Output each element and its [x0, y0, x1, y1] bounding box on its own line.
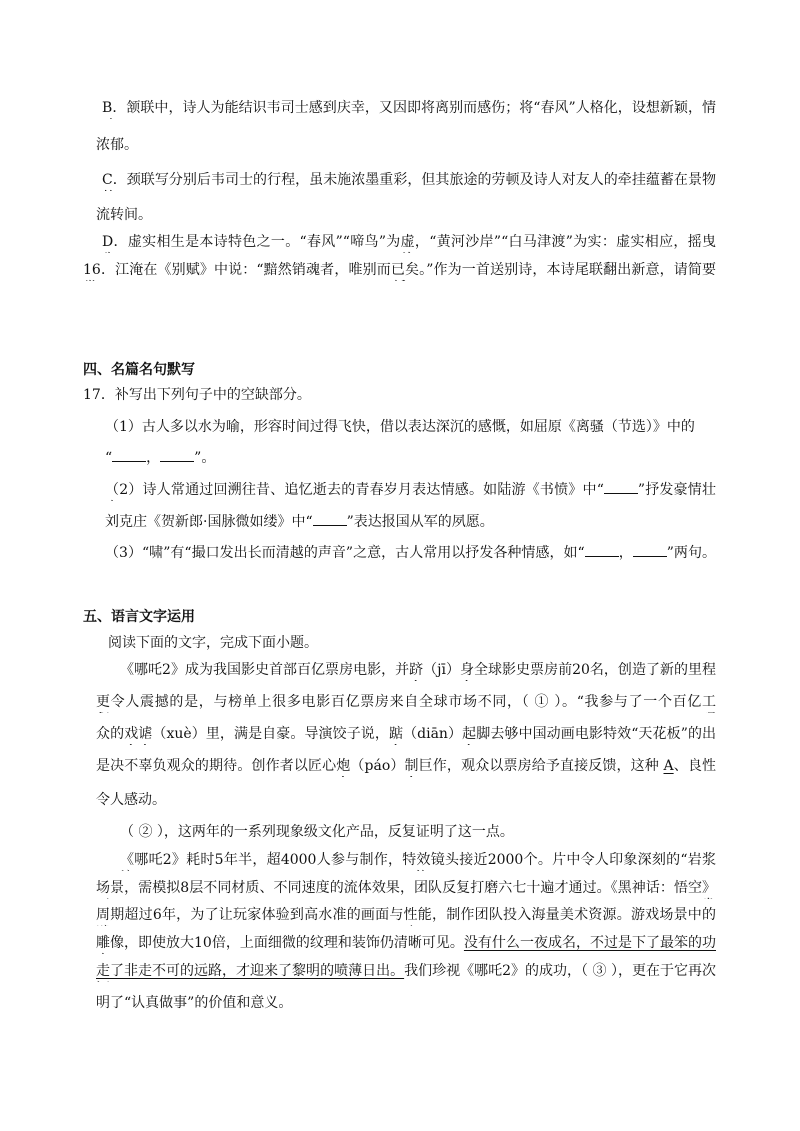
text-segment: 众的	[96, 726, 125, 742]
text-line	[105, 418, 695, 436]
text-segment: 我们珍视《哪吒2》的成功，（ ③ ），更在于它再次	[404, 963, 716, 979]
text-segment: “	[105, 450, 113, 466]
text-line	[96, 906, 716, 926]
text-line	[120, 851, 716, 871]
emphasized-char: 踮	[388, 726, 404, 742]
text-segment: 阅读下面的文字，完成下面小题。	[108, 635, 318, 651]
text-line	[96, 934, 716, 954]
text-line	[105, 481, 716, 501]
text-line	[102, 233, 716, 253]
text-segment: 令人感动。	[96, 792, 166, 808]
text-segment: 浓郁。	[96, 137, 138, 153]
text-segment: 17．补写出下列句子中的空缺部分。	[83, 387, 311, 403]
text-line	[105, 513, 494, 531]
text-line	[105, 449, 215, 467]
text-segment: （páo）	[350, 758, 405, 774]
text-line	[96, 879, 716, 899]
text-line	[96, 962, 716, 982]
text-segment: 巨作，观众以票房给予直接反馈，这种	[418, 758, 664, 774]
text-segment: ”两句。	[666, 545, 716, 561]
text-line	[96, 994, 292, 1012]
text-line	[105, 544, 716, 564]
text-line	[83, 386, 311, 404]
text-line	[83, 261, 716, 281]
emphasized-char: 起	[462, 726, 477, 742]
emphasized-char: 炮	[336, 758, 351, 774]
text-segment: 《哪吒2》耗时5年半，超4000人参与制作，特效镜头接近2000个。片中令人印象深刻的“岩浆	[120, 852, 716, 868]
text-segment: （xuè）里，满是自豪。导演饺子说，	[152, 726, 389, 742]
text-segment: 16．江淹在《别赋》中说：“黯然销魂者，唯别而已矣。”作为一首送别诗，本诗尾联翻出新意，请简要	[83, 262, 716, 278]
answer-blank[interactable]	[585, 544, 619, 557]
text-segment: ”。	[194, 450, 216, 466]
text-segment: （ ② ），这两年的一系列现象级文化产品，反复证明了这一点。	[120, 824, 514, 840]
emphasized-char: 制	[404, 758, 419, 774]
underlined-text: 走了非走不可的远路，才迎来了黎明的喷薄日出。	[96, 963, 405, 979]
text-line	[102, 171, 716, 191]
text-segment: ”抒发豪情壮	[637, 482, 716, 498]
answer-blank[interactable]	[112, 449, 146, 462]
text-segment: 雕像，即使放大10倍，上面细微的纹理和装饰仍清晰可见。	[96, 935, 464, 951]
text-segment: （3）“啸”有“撮口发出长而清越的声音”之意，古人常用以抒发各种情感，如“	[105, 545, 585, 561]
section-heading	[83, 608, 195, 626]
text-line	[96, 757, 716, 777]
text-line	[120, 661, 716, 681]
text-line	[96, 136, 138, 154]
text-segment: 脚去够中国动画电影特效“天花板”的出	[476, 726, 716, 742]
text-segment: ，	[146, 450, 161, 466]
text-line	[108, 634, 318, 652]
answer-blank[interactable]	[604, 481, 638, 494]
text-line	[102, 99, 716, 119]
emphasized-char: 跻	[409, 662, 424, 678]
section-heading	[83, 361, 195, 379]
text-line	[96, 791, 166, 809]
emphasized-char: 身	[460, 662, 475, 678]
text-segment: （2）诗人常通过回溯往昔、追忆逝去的青春岁月表达情感。如陆游《书愤》中“	[105, 482, 604, 498]
text-line	[96, 206, 152, 224]
underlined-text: 没有什么一夜成名，不过是下了最笨的功	[463, 935, 716, 951]
text-segment: （diān）	[403, 726, 463, 742]
text-line	[120, 823, 514, 841]
text-segment: 明了“认真做事”的价值和意义。	[96, 995, 293, 1011]
text-segment: 更令人震撼的是，与榜单上很多电影百亿票房来自全球市场不同，（ ① ）。“我参与了一个百亿工	[96, 694, 716, 710]
text-segment: （jī）	[423, 662, 460, 678]
text-line	[96, 693, 716, 713]
text-segment: 刘克庄《贺新郎·国脉微如缕》中“	[105, 514, 313, 530]
text-segment: 是决不辜负观众的期待。创作者以匠心	[96, 758, 337, 774]
text-line	[96, 725, 716, 745]
text-segment: C．颈联写分别后韦司士的行程，虽未施浓墨重彩，但其旅途的劳顿及诗人对友人的牵挂蕴蓄在景物	[102, 172, 716, 188]
text-segment: 四、名篇名句默写	[83, 362, 195, 378]
text-segment: D．虚实相生是本诗特色之一。“春风”“啼鸟”为虚，“黄河沙岸”“白马津渡”为实：虚实相应，摇曳	[102, 234, 716, 250]
text-segment: 、良性	[673, 758, 716, 774]
text-segment: 场景，需模拟8层不同材质、不同速度的流体效果，团队反复打磨六七十遍才通过。《黑神话：悟空》	[96, 880, 716, 896]
answer-blank[interactable]	[313, 513, 347, 526]
text-segment: 全球影史票房前20名，创造了新的里程	[474, 662, 716, 678]
text-segment: ”表达报国从军的夙愿。	[346, 514, 494, 530]
answer-blank[interactable]	[633, 544, 667, 557]
text-segment: 五、语言文字运用	[83, 609, 195, 625]
text-segment: 流转间。	[96, 207, 152, 223]
text-segment: B．颔联中，诗人为能结识韦司士感到庆幸，又因即将离别而感伤；将“春风”人格化，设想新颖，情	[102, 100, 716, 116]
answer-blank[interactable]	[160, 449, 194, 462]
underlined-text: A	[663, 758, 674, 774]
text-segment: ，	[618, 545, 633, 561]
text-segment: 周期超过6年，为了让玩家体验到高水准的画面与性能，制作团队投入海量美术资源。游戏场景中的	[96, 907, 716, 923]
text-segment: 《哪吒2》成为我国影史首部百亿票房电影，并	[120, 662, 410, 678]
text-segment: （1）古人多以水为喻，形容时间过得飞快，借以表达深沉的感慨，如屈原《离骚（节选）》中的	[105, 419, 695, 435]
emphasized-char: 戏谑	[124, 726, 153, 742]
